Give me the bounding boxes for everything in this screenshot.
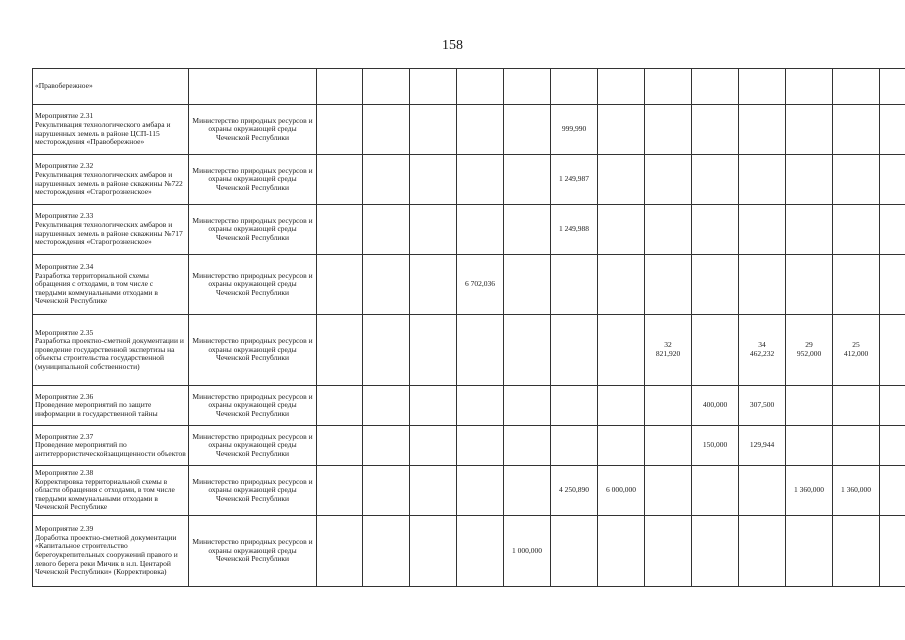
funding-cell	[692, 105, 739, 155]
funding-cell	[880, 69, 905, 105]
measure-name-cell: Мероприятие 2.35 Разработка проектно-сметной документации и проведение государственной экспертизы на объекты строительства государственной (муниципальной собственности)	[33, 315, 189, 386]
table-row	[33, 69, 905, 105]
table-row	[33, 315, 905, 386]
funding-cell	[363, 426, 410, 466]
funding-cell	[645, 205, 692, 255]
funding-cell	[645, 155, 692, 205]
executor-cell: Министерство природных ресурсов и охраны окружающей среды Чеченской Республики	[189, 466, 317, 516]
funding-cell	[410, 466, 457, 516]
funding-cell	[833, 426, 880, 466]
funding-cell	[880, 466, 905, 516]
funding-cell	[317, 315, 363, 386]
funding-cell	[692, 516, 739, 587]
page-number: 158	[442, 38, 463, 53]
funding-cell	[598, 69, 645, 105]
funding-cell	[645, 105, 692, 155]
funding-cell	[410, 386, 457, 426]
funding-cell	[645, 426, 692, 466]
funding-cell	[786, 426, 833, 466]
funding-cell	[692, 315, 739, 386]
funding-cell	[457, 315, 504, 386]
funding-cell	[598, 386, 645, 426]
measure-name-cell: Мероприятие 2.38 Корректировка территориальной схемы в области обращения с отходами, в том числе твердыми коммунальными отходами в Чеченской Республике	[33, 466, 189, 516]
executor-cell: Министерство природных ресурсов и охраны окружающей среды Чеченской Республики	[189, 255, 317, 315]
table-row	[33, 516, 905, 587]
funding-cell	[786, 205, 833, 255]
executor-cell: Министерство природных ресурсов и охраны окружающей среды Чеченской Республики	[189, 105, 317, 155]
funding-cell	[317, 205, 363, 255]
funding-cell	[504, 205, 551, 255]
funding-cell: 129,944	[739, 426, 786, 466]
funding-cell	[410, 315, 457, 386]
funding-cell	[880, 386, 905, 426]
funding-cell	[317, 255, 363, 315]
funding-cell: 34 462,232	[739, 315, 786, 386]
funding-cell	[410, 69, 457, 105]
funding-cell	[551, 69, 598, 105]
table-row	[33, 105, 905, 155]
funding-cell	[504, 386, 551, 426]
funding-cell: 6 000,000	[598, 466, 645, 516]
funding-cell	[880, 105, 905, 155]
funding-cell	[317, 426, 363, 466]
funding-cell	[786, 386, 833, 426]
measure-name-cell: «Правобережное»	[33, 69, 189, 105]
funding-cell	[833, 155, 880, 205]
funding-cell	[457, 69, 504, 105]
measure-name-cell: Мероприятие 2.34 Разработка территориальной схемы обращения с отходами, в том числе с твердыми коммунальными отходами в Чеченской Республике	[33, 255, 189, 315]
table-row	[33, 386, 905, 426]
funding-cell	[504, 315, 551, 386]
funding-cell	[598, 315, 645, 386]
funding-cell	[504, 426, 551, 466]
funding-cell	[692, 69, 739, 105]
funding-cell	[363, 69, 410, 105]
funding-cell	[317, 516, 363, 587]
executor-cell: Министерство природных ресурсов и охраны окружающей среды Чеченской Республики	[189, 205, 317, 255]
funding-cell: 150,000	[692, 426, 739, 466]
funding-cell	[410, 155, 457, 205]
funding-cell	[739, 69, 786, 105]
funding-cell: 25 412,000	[833, 315, 880, 386]
funding-cell	[786, 516, 833, 587]
funding-cell	[833, 105, 880, 155]
funding-cell	[317, 155, 363, 205]
executor-cell: Министерство природных ресурсов и охраны окружающей среды Чеченской Республики	[189, 315, 317, 386]
funding-cell	[317, 69, 363, 105]
funding-cell	[692, 466, 739, 516]
funding-cell: 4 250,890	[551, 466, 598, 516]
funding-cell	[551, 516, 598, 587]
funding-cell	[363, 516, 410, 587]
funding-cell	[457, 426, 504, 466]
funding-cell	[363, 205, 410, 255]
funding-cell	[317, 105, 363, 155]
funding-cell	[786, 105, 833, 155]
funding-cell	[457, 386, 504, 426]
funding-cell	[363, 155, 410, 205]
funding-cell	[786, 69, 833, 105]
funding-cell: 1 249,988	[551, 205, 598, 255]
funding-cell	[739, 205, 786, 255]
funding-cell: 1 360,000	[786, 466, 833, 516]
funding-cell	[692, 255, 739, 315]
table-row	[33, 466, 905, 516]
funding-cell	[880, 205, 905, 255]
funding-cell	[504, 105, 551, 155]
program-table	[32, 68, 905, 587]
funding-cell	[833, 69, 880, 105]
funding-cell	[551, 386, 598, 426]
measure-name-cell: Мероприятие 2.31 Рекультивация технологического амбара и нарушенных земель в районе ЦСП-115 месторождения «Правобережное»	[33, 105, 189, 155]
funding-cell	[410, 426, 457, 466]
measure-name-cell: Мероприятие 2.39 Доработка проектно-сметной документации «Капитальное строительство берегоукрепительных сооружений правого и левого берега реки Мичик в н.п. Центарой Чеченской Республики» (Корректировка)	[33, 516, 189, 587]
funding-cell	[317, 466, 363, 516]
executor-cell: Министерство природных ресурсов и охраны окружающей среды Чеченской Республики	[189, 155, 317, 205]
funding-cell	[833, 205, 880, 255]
funding-cell	[598, 426, 645, 466]
measure-name-cell: Мероприятие 2.37 Проведение мероприятий по антитеррористическойзащищенности объектов	[33, 426, 189, 466]
executor-cell: Министерство природных ресурсов и охраны окружающей среды Чеченской Республики	[189, 426, 317, 466]
funding-cell	[645, 386, 692, 426]
funding-cell	[551, 255, 598, 315]
funding-cell: 400,000	[692, 386, 739, 426]
funding-cell	[739, 155, 786, 205]
funding-cell	[457, 155, 504, 205]
funding-cell	[833, 516, 880, 587]
table-row	[33, 255, 905, 315]
funding-cell	[880, 255, 905, 315]
measure-name-cell: Мероприятие 2.33 Рекультивация технологических амбаров и нарушенных земель в районе скважины №717 месторождения «Старогрозненское»	[33, 205, 189, 255]
funding-cell: 1 249,987	[551, 155, 598, 205]
funding-cell	[457, 466, 504, 516]
funding-cell	[645, 255, 692, 315]
funding-cell	[363, 315, 410, 386]
funding-cell	[880, 426, 905, 466]
funding-cell	[833, 255, 880, 315]
funding-cell	[504, 69, 551, 105]
funding-cell	[598, 105, 645, 155]
funding-cell	[739, 466, 786, 516]
funding-cell	[598, 205, 645, 255]
funding-cell	[880, 155, 905, 205]
funding-cell	[551, 426, 598, 466]
measure-name-cell: Мероприятие 2.36 Проведение мероприятий по защите информации в государственной тайны	[33, 386, 189, 426]
funding-cell	[880, 516, 905, 587]
funding-cell	[739, 105, 786, 155]
funding-cell	[504, 155, 551, 205]
table-row	[33, 155, 905, 205]
funding-cell	[410, 105, 457, 155]
funding-cell	[692, 155, 739, 205]
funding-cell: 6 702,036	[457, 255, 504, 315]
table-body	[33, 69, 905, 587]
funding-cell	[457, 105, 504, 155]
funding-cell	[363, 255, 410, 315]
funding-cell	[457, 205, 504, 255]
funding-cell: 1 360,000	[833, 466, 880, 516]
funding-cell	[363, 105, 410, 155]
funding-cell	[786, 255, 833, 315]
funding-cell	[410, 255, 457, 315]
executor-cell: Министерство природных ресурсов и охраны окружающей среды Чеченской Республики	[189, 516, 317, 587]
funding-cell	[739, 516, 786, 587]
funding-cell	[692, 205, 739, 255]
funding-cell	[786, 155, 833, 205]
executor-cell	[189, 69, 317, 105]
funding-cell	[880, 315, 905, 386]
funding-cell: 999,990	[551, 105, 598, 155]
funding-cell	[504, 466, 551, 516]
funding-cell	[598, 255, 645, 315]
funding-cell	[410, 205, 457, 255]
funding-cell	[739, 255, 786, 315]
funding-cell	[833, 386, 880, 426]
funding-cell	[598, 155, 645, 205]
funding-cell: 29 952,000	[786, 315, 833, 386]
executor-cell: Министерство природных ресурсов и охраны окружающей среды Чеченской Республики	[189, 386, 317, 426]
funding-cell	[645, 69, 692, 105]
funding-cell	[645, 466, 692, 516]
funding-cell	[598, 516, 645, 587]
funding-cell	[645, 516, 692, 587]
funding-cell: 32 821,920	[645, 315, 692, 386]
funding-cell	[504, 255, 551, 315]
table-row	[33, 205, 905, 255]
funding-cell: 1 000,000	[504, 516, 551, 587]
table-row	[33, 426, 905, 466]
measure-name-cell: Мероприятие 2.32 Рекультивация технологических амбаров и нарушенных земель в районе скважины №722 месторождения «Старогрозненское»	[33, 155, 189, 205]
funding-cell	[551, 315, 598, 386]
funding-cell	[363, 466, 410, 516]
funding-cell	[363, 386, 410, 426]
funding-cell	[317, 386, 363, 426]
funding-cell	[457, 516, 504, 587]
funding-cell	[410, 516, 457, 587]
funding-cell: 307,500	[739, 386, 786, 426]
